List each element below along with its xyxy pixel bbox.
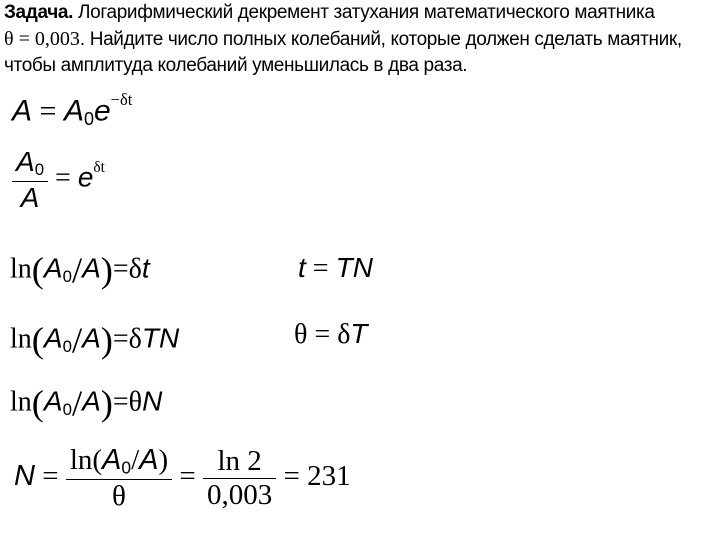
left-paren: ( — [31, 250, 44, 290]
exponent-minus-delta-t: −δt — [110, 90, 133, 109]
problem-line-1 — [4, 0, 718, 26]
fraction-denominator: A — [20, 181, 40, 213]
fraction-denominator: θ — [112, 479, 126, 512]
subscript-0: 0 — [83, 109, 94, 130]
equation-amplitude-decay — [12, 92, 132, 128]
ln-operator: ln — [10, 386, 32, 418]
ln-operator: ln — [10, 323, 32, 355]
subscript-0: 0 — [62, 336, 72, 356]
equation-theta-equals-delta-T — [294, 320, 368, 349]
equals-sign: = — [314, 319, 331, 350]
problem-line-3: чтобы амплитуда колебаний уменьшилась в два раза. — [4, 55, 468, 76]
equation-ln-delta-TN — [10, 322, 179, 358]
symbol-t: t — [298, 252, 306, 283]
equation-ln-theta-N — [10, 385, 162, 421]
result-value: 231 — [307, 460, 351, 493]
symbol-T: T — [335, 252, 353, 283]
symbol-A0: A — [43, 385, 63, 417]
problem-statement — [4, 0, 718, 79]
left-paren: ( — [92, 444, 103, 476]
symbol-N: N — [142, 385, 163, 417]
symbol-A: A — [82, 385, 101, 417]
left-paren: ( — [31, 320, 44, 360]
equals-sign: = — [112, 253, 129, 285]
problem-text-line-2: . Найдите число полных колебаний, которые должен сделать маятник, — [79, 29, 682, 50]
equals-sign: = — [283, 460, 300, 493]
fraction-numerator — [12, 148, 48, 182]
slash: / — [71, 383, 83, 423]
equals-sign: = — [42, 460, 59, 493]
slash: / — [71, 250, 83, 290]
symbol-theta: θ — [128, 386, 143, 418]
ln-operator: ln — [10, 253, 32, 285]
symbol-t: t — [141, 252, 150, 284]
symbol-T: T — [141, 322, 159, 354]
symbol-A0: A — [16, 146, 35, 177]
equals-sign: = — [112, 386, 129, 418]
symbol-N: N — [158, 322, 180, 354]
right-paren: ) — [100, 320, 113, 360]
fraction-A0-over-A — [12, 148, 48, 212]
problem-line-2 — [4, 26, 718, 53]
right-paren: ) — [100, 383, 113, 423]
symbol-delta: δ — [128, 323, 142, 355]
fraction-denominator: 0,003 — [207, 478, 273, 511]
fraction-numerator: ln 2 — [203, 447, 276, 479]
subscript-0: 0 — [121, 457, 132, 478]
theta-value: θ = 0,003 — [4, 28, 80, 50]
symbol-N: N — [352, 252, 373, 283]
equation-amplitude-ratio — [12, 148, 105, 212]
symbol-theta: θ — [294, 319, 308, 350]
equation-ln-delta-t — [10, 252, 150, 288]
symbol-e: e — [77, 161, 94, 193]
problem-label: Задача. — [4, 2, 74, 23]
subscript-0: 0 — [62, 266, 72, 286]
fraction-numerator — [66, 446, 172, 480]
subscript-0: 0 — [62, 399, 72, 419]
equals-sign: = — [312, 253, 329, 284]
equals-sign: = — [112, 323, 129, 355]
right-paren: ) — [100, 250, 113, 290]
symbol-e: e — [93, 94, 111, 128]
slash: / — [131, 444, 140, 476]
exponent-delta-t: δt — [93, 158, 105, 176]
symbol-A: A — [12, 94, 33, 128]
ln-operator: ln — [69, 444, 93, 476]
fraction-ln-ratio-over-theta — [66, 446, 172, 511]
symbol-A: A — [82, 322, 101, 354]
symbol-A0: A — [63, 94, 84, 128]
symbol-A0: A — [102, 444, 122, 476]
symbol-N: N — [14, 460, 35, 493]
subscript-0: 0 — [34, 160, 45, 180]
right-paren: ) — [158, 444, 169, 476]
symbol-delta: δ — [128, 253, 142, 285]
left-paren: ( — [31, 383, 44, 423]
problem-text-line-1: Логарифмический декремент затухания математического маятника — [78, 2, 655, 23]
equation-final-result — [14, 446, 351, 511]
equals-sign: = — [179, 460, 196, 493]
symbol-A0: A — [43, 322, 63, 354]
equals-sign: = — [39, 94, 57, 128]
symbol-T: T — [350, 318, 368, 349]
symbol-A0: A — [43, 252, 63, 284]
slash: / — [71, 320, 83, 360]
symbol-delta: δ — [337, 319, 351, 350]
symbol-A: A — [82, 252, 101, 284]
symbol-A: A — [139, 444, 159, 476]
equation-t-equals-TN — [298, 254, 373, 283]
equals-sign: = — [55, 162, 71, 194]
fraction-ln2-over-value — [203, 444, 276, 511]
